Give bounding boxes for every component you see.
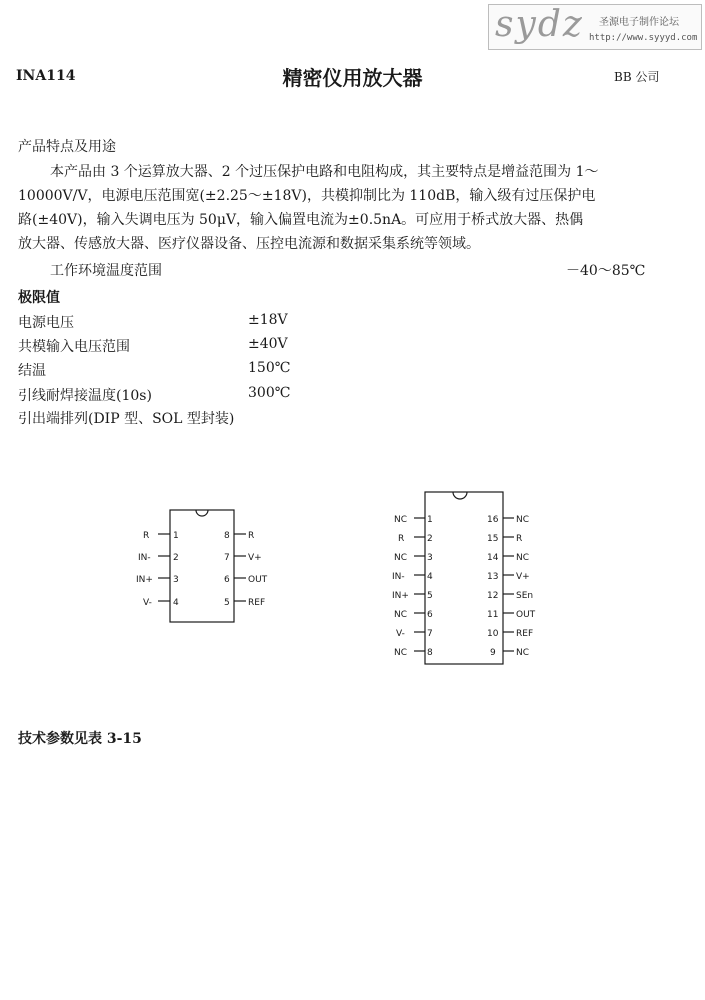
- company: BB 公司: [614, 70, 660, 84]
- page-title: 精密仪用放大器: [282, 66, 423, 90]
- tech-params-note: 技术参数见表 3-15: [18, 731, 142, 747]
- limit-label-supply: 电源电压: [18, 315, 74, 331]
- limit-label-junction: 结温: [18, 363, 46, 379]
- sol16-pin-label: IN+: [392, 591, 409, 601]
- dip8-pin-number: 4: [173, 598, 179, 608]
- limit-label-solder: 引线耐焊接温度(10s): [18, 388, 152, 404]
- dip8-package: [158, 510, 246, 622]
- watermark-url: http://www.syyyd.com: [589, 33, 698, 43]
- dip8-pin-label: IN+: [136, 575, 153, 585]
- sol16-pin-number: 12: [487, 591, 499, 601]
- features-heading: 产品特点及用途: [18, 139, 116, 155]
- dip8-pin-number: 8: [224, 531, 230, 541]
- features-line-1: 本产品由 3 个运算放大器、2 个过压保护电路和电阻构成，其主要特点是增益范围为 1～: [50, 164, 599, 180]
- watermark-site-name: 圣源电子制作论坛: [599, 17, 679, 28]
- sol16-pin-label: OUT: [516, 610, 536, 620]
- sol16-pin-number: 8: [427, 648, 433, 658]
- sol16-pin-label: NC: [516, 515, 530, 525]
- sol16-pin-number: 15: [487, 534, 499, 544]
- part-number: INA114: [16, 68, 76, 84]
- sol16-pin-label: NC: [516, 648, 530, 658]
- dip8-pin-label: V-: [143, 598, 152, 608]
- sol16-pin-number: 10: [487, 629, 499, 639]
- sol16-pin-label: REF: [516, 629, 534, 639]
- watermark-logo: sydz: [495, 4, 584, 45]
- sol16-pin-label: NC: [394, 610, 408, 620]
- sol16-pin-number: 13: [487, 572, 499, 582]
- sol16-pin-label: V+: [516, 572, 530, 582]
- sol16-pin-number: 3: [427, 553, 433, 563]
- dip8-pin-label: REF: [248, 598, 266, 608]
- dip8-pin-number: 5: [224, 598, 230, 608]
- features-line-2: 10000V/V，电源电压范围宽(±2.25～±18V)，共模抑制比为 110dB，输入级有过压保护电: [18, 188, 596, 204]
- sol16-pin-number: 6: [427, 610, 433, 620]
- sol16-pin-number: 1: [427, 515, 433, 525]
- sol16-pin-number: 11: [487, 610, 499, 620]
- sol16-pin-label: V-: [396, 629, 405, 639]
- limit-value-solder: 300℃: [248, 385, 291, 401]
- sol16-pin-label: NC: [516, 553, 530, 563]
- temp-range-label: 工作环境温度范围: [50, 263, 162, 279]
- dip8-pin-number: 7: [224, 553, 230, 563]
- sol16-pin-number: 2: [427, 534, 433, 544]
- sol16-pin-label: SEn: [516, 591, 534, 601]
- dip8-pin-number: 1: [173, 531, 179, 541]
- sol16-pin-label: R: [516, 534, 523, 544]
- sol16-pin-number: 14: [487, 553, 499, 563]
- features-line-3: 路(±40V)，输入失调电压为 50μV，输入偏置电流为±0.5nA。可应用于桥式放大器、热偶: [18, 212, 584, 228]
- limit-label-cm-input: 共模输入电压范围: [18, 339, 130, 355]
- dip8-pin-label: R: [143, 531, 150, 541]
- dip8-pin-label: R: [248, 531, 255, 541]
- sol16-pin-label: NC: [394, 515, 408, 525]
- dip8-pin-label: IN-: [138, 553, 151, 563]
- sol16-pin-number: 5: [427, 591, 433, 601]
- dip8-pin-label: V+: [248, 553, 262, 563]
- dip8-notch: [196, 510, 208, 516]
- sol16-pin-label: NC: [394, 648, 408, 658]
- sol16-pin-label: IN-: [392, 572, 405, 582]
- sol16-pin-number: 4: [427, 572, 433, 582]
- dip8-pin-number: 6: [224, 575, 230, 585]
- sol16-pin-number: 9: [490, 648, 496, 658]
- limits-heading: 极限值: [18, 290, 60, 306]
- sol16-pin-label: NC: [394, 553, 408, 563]
- limit-value-cm-input: ±40V: [248, 336, 288, 352]
- sol16-notch: [453, 492, 467, 499]
- limit-value-supply: ±18V: [248, 312, 288, 328]
- sol16-pin-label: R: [398, 534, 405, 544]
- sol16-pin-number: 7: [427, 629, 433, 639]
- temp-range-value: －40～85℃: [566, 263, 646, 279]
- dip8-pin-number: 3: [173, 575, 179, 585]
- sol16-pin-number: 16: [487, 515, 499, 525]
- package-heading: 引出端排列(DIP 型、SOL 型封装): [18, 411, 235, 427]
- dip8-pin-number: 2: [173, 553, 179, 563]
- dip8-pin-label: OUT: [248, 575, 268, 585]
- limit-value-junction: 150℃: [248, 360, 291, 376]
- features-line-4: 放大器、传感放大器、医疗仪器设备、压控电流源和数据采集系统等领域。: [18, 236, 480, 252]
